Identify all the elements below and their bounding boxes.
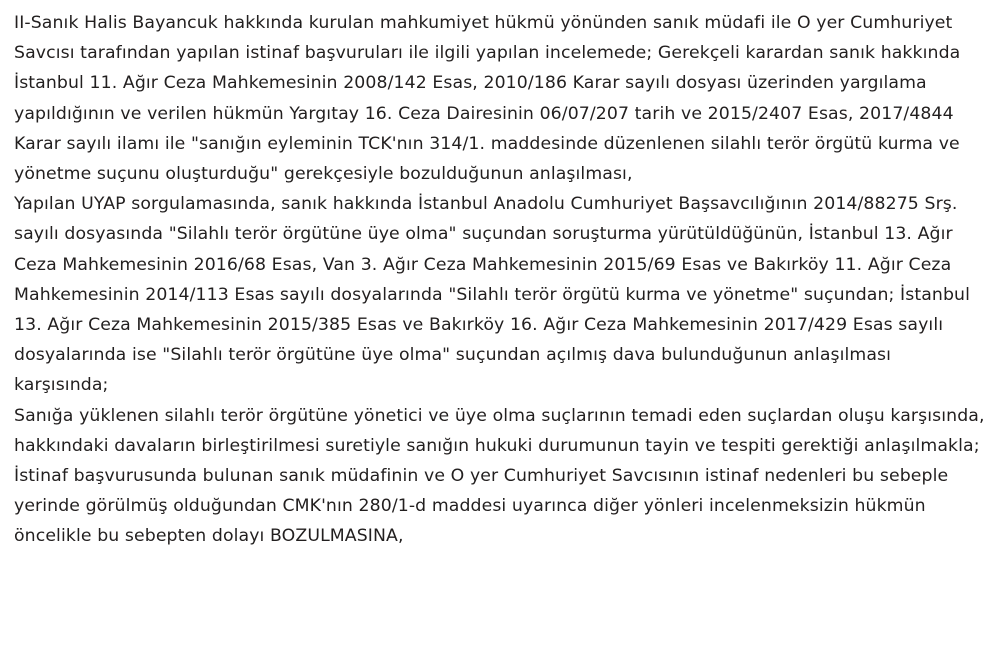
paragraph-4: İstinaf başvurusunda bulunan sanık müdafinin ve O yer Cumhuriyet Savcısının istinaf nedenleri bu sebeple yerinde görülmüş olduğundan CMK'nın 280/1-d maddesi uyarınca diğer yönleri incelenmeksizin hükmün öncelikle bu sebepten dolayı BOZULMASINA, (14, 466, 949, 547)
document-body (14, 8, 990, 552)
paragraph-1: II-Sanık Halis Bayancuk hakkında kurulan mahkumiyet hükmü yönünden sanık müdafi ile O yer Cumhuriyet Savcısı tarafından yapılan istinaf başvuruları ile ilgili yapılan incelemede; Gerekçeli karardan sanık hakkında İstanbul 11. Ağır Ceza Mahkemesinin 2008/142 Esas, 2010/186 Karar sayılı dosyası üzerinden yargılama yapıldığının ve verilen hükmün Yargıtay 16. Ceza Dairesinin 06/07/207 tarih ve 2015/2407 Esas, 2017/4844 Karar sayılı ilamı ile "sanığın eyleminin TCK'nın 314/1. maddesinde düzenlenen silahlı terör örgütü kurma ve yönetme suçunu oluşturduğu" gerekçesiyle bozulduğunun anlaşılması, (14, 13, 961, 185)
paragraph-2: Yapılan UYAP sorgulamasında, sanık hakkında İstanbul Anadolu Cumhuriyet Başsavcılığının 2014/88275 Srş. sayılı dosyasında "Silahlı terör örgütüne üye olma" suçundan soruşturma yürütüldüğünün, İstanbul 13. Ağır Ceza Mahkemesinin 2016/68 Esas, Van 3. Ağır Ceza Mahkemesinin 2015/69 Esas ve Bakırköy 11. Ağır Ceza Mahkemesinin 2014/113 Esas sayılı dosyalarında "Silahlı terör örgütü kurma ve yönetme" suçundan; İstanbul 13. Ağır Ceza Mahkemesinin 2015/385 Esas ve Bakırköy 16. Ağır Ceza Mahkemesinin 2017/429 Esas sayılı dosyalarında ise "Silahlı terör örgütüne üye olma" suçundan açılmış dava bulunduğunun anlaşılması karşısında; (14, 194, 970, 396)
paragraph-3: Sanığa yüklenen silahlı terör örgütüne yönetici ve üye olma suçlarının temadi eden suçlardan oluşu karşısında, hakkındaki davaların birleştirilmesi suretiyle sanığın hukuki durumunun tayin ve tespiti gerektiği anlaşılmakla; (14, 405, 985, 456)
